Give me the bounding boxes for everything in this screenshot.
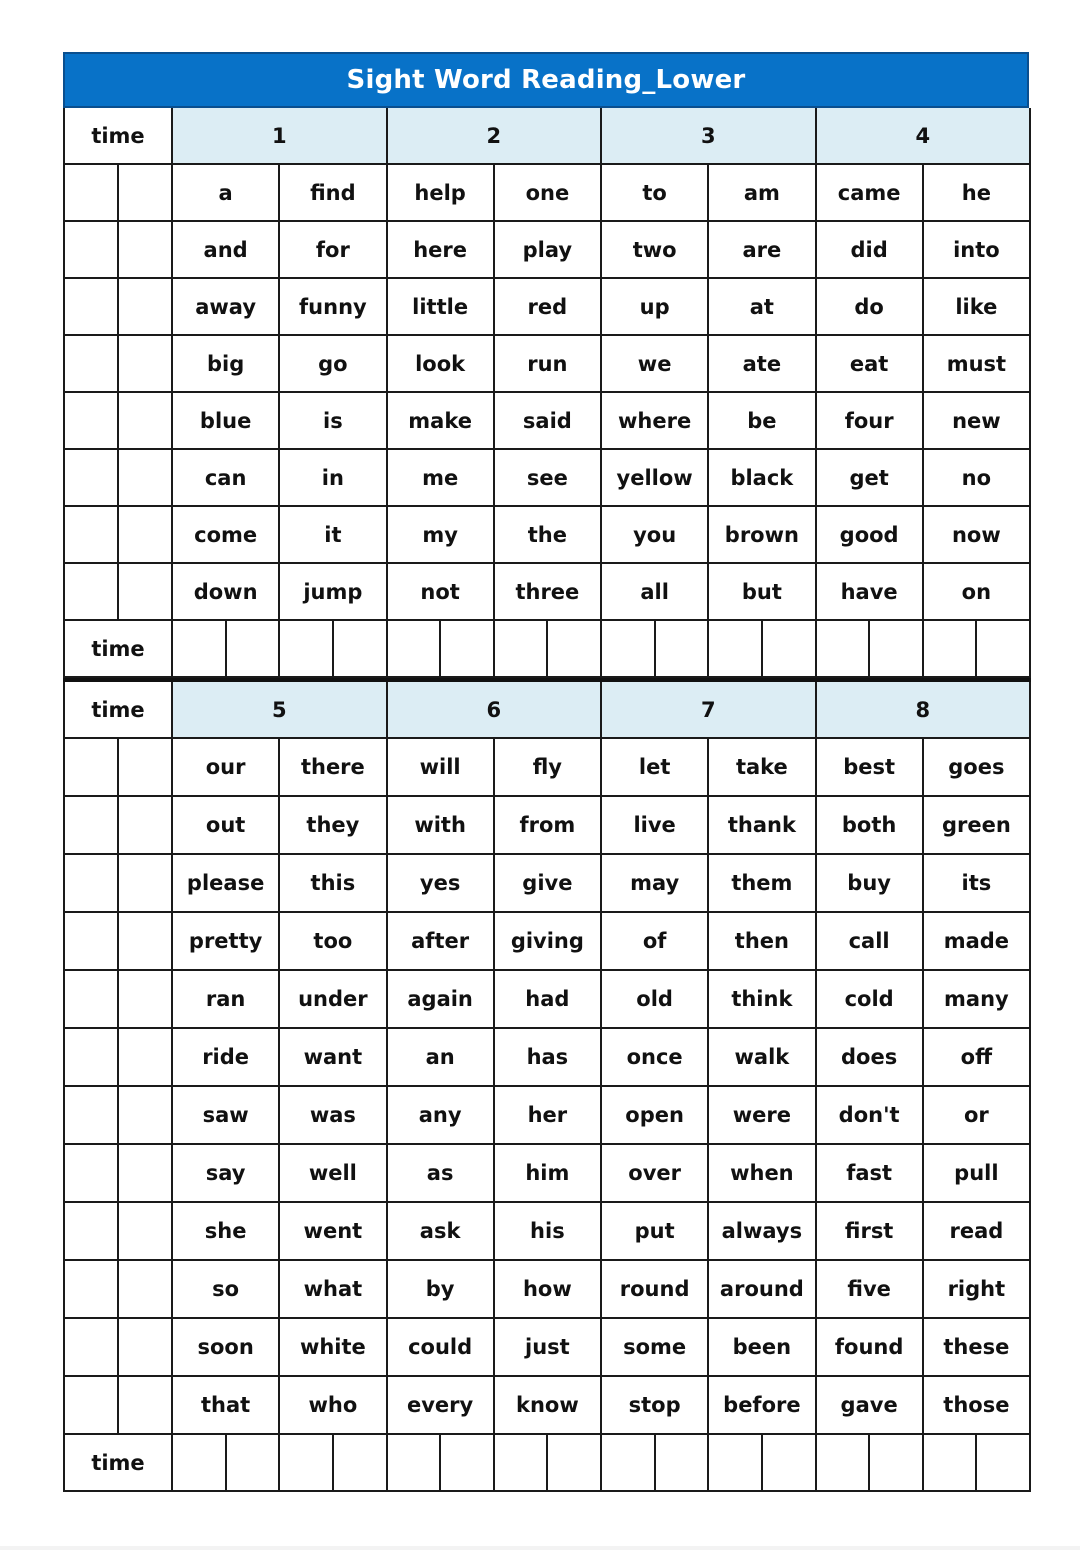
sight-word-cell: were	[708, 1086, 815, 1144]
sight-word-cell: yes	[387, 854, 494, 912]
time-entry-cell[interactable]	[279, 1434, 333, 1491]
sight-word-cell: we	[601, 335, 708, 392]
sight-word-cell: its	[923, 854, 1030, 912]
time-entry-cell[interactable]	[547, 620, 601, 677]
time-entry-cell[interactable]	[494, 620, 548, 677]
time-entry-cell[interactable]	[976, 620, 1030, 677]
sight-word-cell: there	[279, 738, 386, 796]
word-row	[64, 392, 1030, 449]
record-cell[interactable]	[118, 221, 172, 278]
time-entry-cell[interactable]	[333, 620, 387, 677]
record-cell[interactable]	[64, 1086, 118, 1144]
sight-word-cell: white	[279, 1318, 386, 1376]
sight-word-cell: no	[923, 449, 1030, 506]
page-footer-band	[0, 1546, 1080, 1550]
worksheet-title: Sight Word Reading_Lower	[63, 52, 1029, 108]
time-entry-cell[interactable]	[976, 1434, 1030, 1491]
sight-word-cell: who	[279, 1376, 386, 1434]
record-cell[interactable]	[118, 335, 172, 392]
sight-word-cell: play	[494, 221, 601, 278]
sight-word-cell: of	[601, 912, 708, 970]
sight-word-cell: found	[816, 1318, 923, 1376]
time-label: time	[64, 108, 172, 164]
sight-word-cell: call	[816, 912, 923, 970]
sight-word-cell: is	[279, 392, 386, 449]
sight-word-cell: put	[601, 1202, 708, 1260]
time-label: time	[64, 1434, 172, 1491]
sight-word-cell: fast	[816, 1144, 923, 1202]
sight-word-cell: it	[279, 506, 386, 563]
record-cell[interactable]	[64, 1376, 118, 1434]
sight-word-cell: eat	[816, 335, 923, 392]
record-cell[interactable]	[64, 278, 118, 335]
time-entry-cell[interactable]	[440, 620, 494, 677]
worksheet	[63, 52, 1029, 1492]
time-record-row	[64, 620, 1030, 677]
record-cell[interactable]	[64, 1318, 118, 1376]
sight-word-cell: any	[387, 1086, 494, 1144]
sight-word-cell: out	[172, 796, 279, 854]
sight-word-cell: buy	[816, 854, 923, 912]
sight-word-cell: these	[923, 1318, 1030, 1376]
sight-word-cell: make	[387, 392, 494, 449]
set-header-row	[64, 108, 1030, 164]
record-cell[interactable]	[118, 1376, 172, 1434]
time-entry-cell[interactable]	[708, 620, 762, 677]
sight-word-cell: always	[708, 1202, 815, 1260]
sight-word-cell: round	[601, 1260, 708, 1318]
sight-word-cell: down	[172, 563, 279, 620]
sight-word-cell: before	[708, 1376, 815, 1434]
sight-word-cell: this	[279, 854, 386, 912]
sight-word-cell: stop	[601, 1376, 708, 1434]
sight-word-cell: me	[387, 449, 494, 506]
word-row	[64, 854, 1030, 912]
record-cell[interactable]	[64, 738, 118, 796]
sight-word-cell: live	[601, 796, 708, 854]
sight-word-cell: where	[601, 392, 708, 449]
sight-word-cell: he	[923, 164, 1030, 221]
word-row	[64, 1260, 1030, 1318]
sight-word-cell: goes	[923, 738, 1030, 796]
sight-word-cell: gave	[816, 1376, 923, 1434]
sight-word-cell: every	[387, 1376, 494, 1434]
sight-word-cell: please	[172, 854, 279, 912]
record-cell[interactable]	[118, 1086, 172, 1144]
time-entry-cell[interactable]	[494, 1434, 548, 1491]
time-entry-cell[interactable]	[762, 1434, 816, 1491]
time-record-row	[64, 1434, 1030, 1491]
sight-word-cell: once	[601, 1028, 708, 1086]
set-number-6: 6	[387, 680, 602, 738]
sight-word-cell: thank	[708, 796, 815, 854]
sight-word-cell: look	[387, 335, 494, 392]
time-entry-cell[interactable]	[387, 620, 441, 677]
sight-word-cell: green	[923, 796, 1030, 854]
sight-word-cell: have	[816, 563, 923, 620]
sight-word-cell: around	[708, 1260, 815, 1318]
sight-word-cell: from	[494, 796, 601, 854]
sight-word-cell: good	[816, 506, 923, 563]
sight-word-cell: fly	[494, 738, 601, 796]
sight-word-cell: best	[816, 738, 923, 796]
sight-word-cell: four	[816, 392, 923, 449]
sight-word-cell: may	[601, 854, 708, 912]
time-entry-cell[interactable]	[923, 1434, 977, 1491]
set-number-2: 2	[387, 108, 602, 164]
time-entry-cell[interactable]	[333, 1434, 387, 1491]
sight-word-cell: give	[494, 854, 601, 912]
sight-word-cell: at	[708, 278, 815, 335]
sight-word-cell: let	[601, 738, 708, 796]
sight-word-cell: see	[494, 449, 601, 506]
sight-word-cell: she	[172, 1202, 279, 1260]
sight-word-cell: they	[279, 796, 386, 854]
sight-word-cell: did	[816, 221, 923, 278]
sight-word-cell: again	[387, 970, 494, 1028]
sight-word-cell: ask	[387, 1202, 494, 1260]
sight-word-grid-top	[63, 108, 1031, 678]
sight-word-cell: five	[816, 1260, 923, 1318]
sight-word-cell: are	[708, 221, 815, 278]
record-cell[interactable]	[64, 563, 118, 620]
word-row	[64, 1028, 1030, 1086]
sight-word-cell: will	[387, 738, 494, 796]
record-cell[interactable]	[64, 449, 118, 506]
time-entry-cell[interactable]	[387, 1434, 441, 1491]
record-cell[interactable]	[118, 912, 172, 970]
record-cell[interactable]	[118, 854, 172, 912]
record-cell[interactable]	[118, 164, 172, 221]
sight-word-cell: my	[387, 506, 494, 563]
time-entry-cell[interactable]	[226, 620, 280, 677]
time-entry-cell[interactable]	[601, 620, 655, 677]
sight-word-cell: now	[923, 506, 1030, 563]
word-row	[64, 563, 1030, 620]
sight-word-cell: come	[172, 506, 279, 563]
sight-word-cell: could	[387, 1318, 494, 1376]
sight-word-cell: pull	[923, 1144, 1030, 1202]
set-number-3: 3	[601, 108, 816, 164]
sight-word-cell: help	[387, 164, 494, 221]
sight-word-cell: brown	[708, 506, 815, 563]
set-number-1: 1	[172, 108, 387, 164]
sight-word-cell: or	[923, 1086, 1030, 1144]
sight-word-cell: cold	[816, 970, 923, 1028]
sight-word-cell: him	[494, 1144, 601, 1202]
time-entry-cell[interactable]	[762, 620, 816, 677]
sight-word-cell: can	[172, 449, 279, 506]
sight-word-cell: open	[601, 1086, 708, 1144]
sight-word-cell: two	[601, 221, 708, 278]
sight-word-cell: but	[708, 563, 815, 620]
sight-word-cell: up	[601, 278, 708, 335]
sight-word-cell: am	[708, 164, 815, 221]
sight-word-cell: a	[172, 164, 279, 221]
set-number-4: 4	[816, 108, 1031, 164]
sight-word-cell: just	[494, 1318, 601, 1376]
word-row	[64, 796, 1030, 854]
sight-word-cell: was	[279, 1086, 386, 1144]
record-cell[interactable]	[64, 164, 118, 221]
sight-word-cell: right	[923, 1260, 1030, 1318]
sight-word-cell: too	[279, 912, 386, 970]
sight-word-cell: don't	[816, 1086, 923, 1144]
record-cell[interactable]	[118, 738, 172, 796]
sight-word-cell: ride	[172, 1028, 279, 1086]
sight-word-cell: know	[494, 1376, 601, 1434]
sight-word-cell: giving	[494, 912, 601, 970]
time-entry-cell[interactable]	[172, 620, 226, 677]
record-cell[interactable]	[118, 1202, 172, 1260]
word-row	[64, 912, 1030, 970]
sight-word-cell: her	[494, 1086, 601, 1144]
sight-word-cell: black	[708, 449, 815, 506]
sight-word-cell: those	[923, 1376, 1030, 1434]
sight-word-cell: as	[387, 1144, 494, 1202]
time-entry-cell[interactable]	[279, 620, 333, 677]
sight-word-cell: say	[172, 1144, 279, 1202]
sight-word-cell: big	[172, 335, 279, 392]
time-entry-cell[interactable]	[869, 1434, 923, 1491]
sight-word-cell: said	[494, 392, 601, 449]
sight-word-cell: and	[172, 221, 279, 278]
record-cell[interactable]	[64, 335, 118, 392]
sight-word-cell: little	[387, 278, 494, 335]
record-cell[interactable]	[64, 1028, 118, 1086]
time-entry-cell[interactable]	[708, 1434, 762, 1491]
word-row	[64, 506, 1030, 563]
sight-word-cell: run	[494, 335, 601, 392]
sight-word-cell: get	[816, 449, 923, 506]
sight-word-cell: blue	[172, 392, 279, 449]
record-cell[interactable]	[118, 1144, 172, 1202]
record-cell[interactable]	[64, 912, 118, 970]
word-row	[64, 738, 1030, 796]
sight-word-cell: be	[708, 392, 815, 449]
time-entry-cell[interactable]	[655, 620, 709, 677]
sight-word-cell: you	[601, 506, 708, 563]
word-row	[64, 164, 1030, 221]
time-label: time	[64, 620, 172, 677]
sight-word-cell: over	[601, 1144, 708, 1202]
sight-word-cell: soon	[172, 1318, 279, 1376]
record-cell[interactable]	[118, 970, 172, 1028]
record-cell[interactable]	[118, 1318, 172, 1376]
record-cell[interactable]	[64, 854, 118, 912]
sight-word-cell: both	[816, 796, 923, 854]
sight-word-cell: like	[923, 278, 1030, 335]
time-entry-cell[interactable]	[226, 1434, 280, 1491]
time-entry-cell[interactable]	[601, 1434, 655, 1491]
record-cell[interactable]	[64, 221, 118, 278]
sight-word-cell: our	[172, 738, 279, 796]
sight-word-cell: think	[708, 970, 815, 1028]
record-cell[interactable]	[64, 506, 118, 563]
time-entry-cell[interactable]	[172, 1434, 226, 1491]
sight-word-cell: went	[279, 1202, 386, 1260]
sight-word-cell: away	[172, 278, 279, 335]
sight-word-cell: on	[923, 563, 1030, 620]
record-cell[interactable]	[118, 1028, 172, 1086]
word-row	[64, 335, 1030, 392]
sight-word-cell: jump	[279, 563, 386, 620]
record-cell[interactable]	[118, 563, 172, 620]
sight-word-cell: does	[816, 1028, 923, 1086]
time-entry-cell[interactable]	[816, 1434, 870, 1491]
sight-word-cell: first	[816, 1202, 923, 1260]
time-label: time	[64, 680, 172, 738]
sight-word-cell: ate	[708, 335, 815, 392]
sight-word-cell: here	[387, 221, 494, 278]
word-row	[64, 1086, 1030, 1144]
sight-word-cell: under	[279, 970, 386, 1028]
time-entry-cell[interactable]	[923, 620, 977, 677]
set-number-8: 8	[816, 680, 1031, 738]
record-cell[interactable]	[64, 392, 118, 449]
set-header-row	[64, 680, 1030, 738]
sight-word-cell: funny	[279, 278, 386, 335]
word-row	[64, 970, 1030, 1028]
set-number-5: 5	[172, 680, 387, 738]
sight-word-cell: after	[387, 912, 494, 970]
sight-word-cell: by	[387, 1260, 494, 1318]
sight-word-cell: one	[494, 164, 601, 221]
sight-word-cell: came	[816, 164, 923, 221]
record-cell[interactable]	[64, 1202, 118, 1260]
word-row	[64, 278, 1030, 335]
word-row	[64, 1376, 1030, 1434]
sight-word-cell: all	[601, 563, 708, 620]
sight-word-cell: some	[601, 1318, 708, 1376]
sight-word-cell: new	[923, 392, 1030, 449]
sight-word-cell: not	[387, 563, 494, 620]
sight-word-cell: been	[708, 1318, 815, 1376]
sight-word-cell: old	[601, 970, 708, 1028]
sight-word-cell: do	[816, 278, 923, 335]
sight-word-cell: many	[923, 970, 1030, 1028]
word-row	[64, 221, 1030, 278]
sight-word-cell: must	[923, 335, 1030, 392]
record-cell[interactable]	[118, 278, 172, 335]
sight-word-cell: read	[923, 1202, 1030, 1260]
time-entry-cell[interactable]	[440, 1434, 494, 1491]
word-row	[64, 1144, 1030, 1202]
sight-word-cell: well	[279, 1144, 386, 1202]
sight-word-cell: that	[172, 1376, 279, 1434]
sight-word-cell: saw	[172, 1086, 279, 1144]
sight-word-cell: in	[279, 449, 386, 506]
sight-word-cell: when	[708, 1144, 815, 1202]
sight-word-cell: into	[923, 221, 1030, 278]
sight-word-cell: three	[494, 563, 601, 620]
sight-word-cell: take	[708, 738, 815, 796]
record-cell[interactable]	[118, 449, 172, 506]
record-cell[interactable]	[64, 1260, 118, 1318]
sight-word-cell: want	[279, 1028, 386, 1086]
sight-word-cell: yellow	[601, 449, 708, 506]
word-row	[64, 1202, 1030, 1260]
sight-word-cell: the	[494, 506, 601, 563]
time-entry-cell[interactable]	[869, 620, 923, 677]
time-entry-cell[interactable]	[547, 1434, 601, 1491]
sight-word-cell: go	[279, 335, 386, 392]
word-row	[64, 449, 1030, 506]
set-number-7: 7	[601, 680, 816, 738]
word-row	[64, 1318, 1030, 1376]
sight-word-cell: made	[923, 912, 1030, 970]
record-cell[interactable]	[64, 796, 118, 854]
sight-word-cell: his	[494, 1202, 601, 1260]
sight-word-cell: then	[708, 912, 815, 970]
sight-word-cell: find	[279, 164, 386, 221]
record-cell[interactable]	[118, 1260, 172, 1318]
time-entry-cell[interactable]	[816, 620, 870, 677]
sight-word-cell: off	[923, 1028, 1030, 1086]
sight-word-cell: ran	[172, 970, 279, 1028]
sight-word-cell: with	[387, 796, 494, 854]
sight-word-cell: walk	[708, 1028, 815, 1086]
sight-word-cell: what	[279, 1260, 386, 1318]
sight-word-cell: for	[279, 221, 386, 278]
sight-word-cell: pretty	[172, 912, 279, 970]
record-cell[interactable]	[118, 796, 172, 854]
sight-word-cell: them	[708, 854, 815, 912]
sight-word-cell: so	[172, 1260, 279, 1318]
sight-word-cell: an	[387, 1028, 494, 1086]
sight-word-cell: had	[494, 970, 601, 1028]
time-entry-cell[interactable]	[655, 1434, 709, 1491]
record-cell[interactable]	[64, 970, 118, 1028]
sight-word-cell: to	[601, 164, 708, 221]
record-cell[interactable]	[64, 1144, 118, 1202]
sight-word-grid-bottom	[63, 678, 1031, 1492]
record-cell[interactable]	[118, 506, 172, 563]
sight-word-cell: red	[494, 278, 601, 335]
sight-word-cell: how	[494, 1260, 601, 1318]
record-cell[interactable]	[118, 392, 172, 449]
sight-word-cell: has	[494, 1028, 601, 1086]
